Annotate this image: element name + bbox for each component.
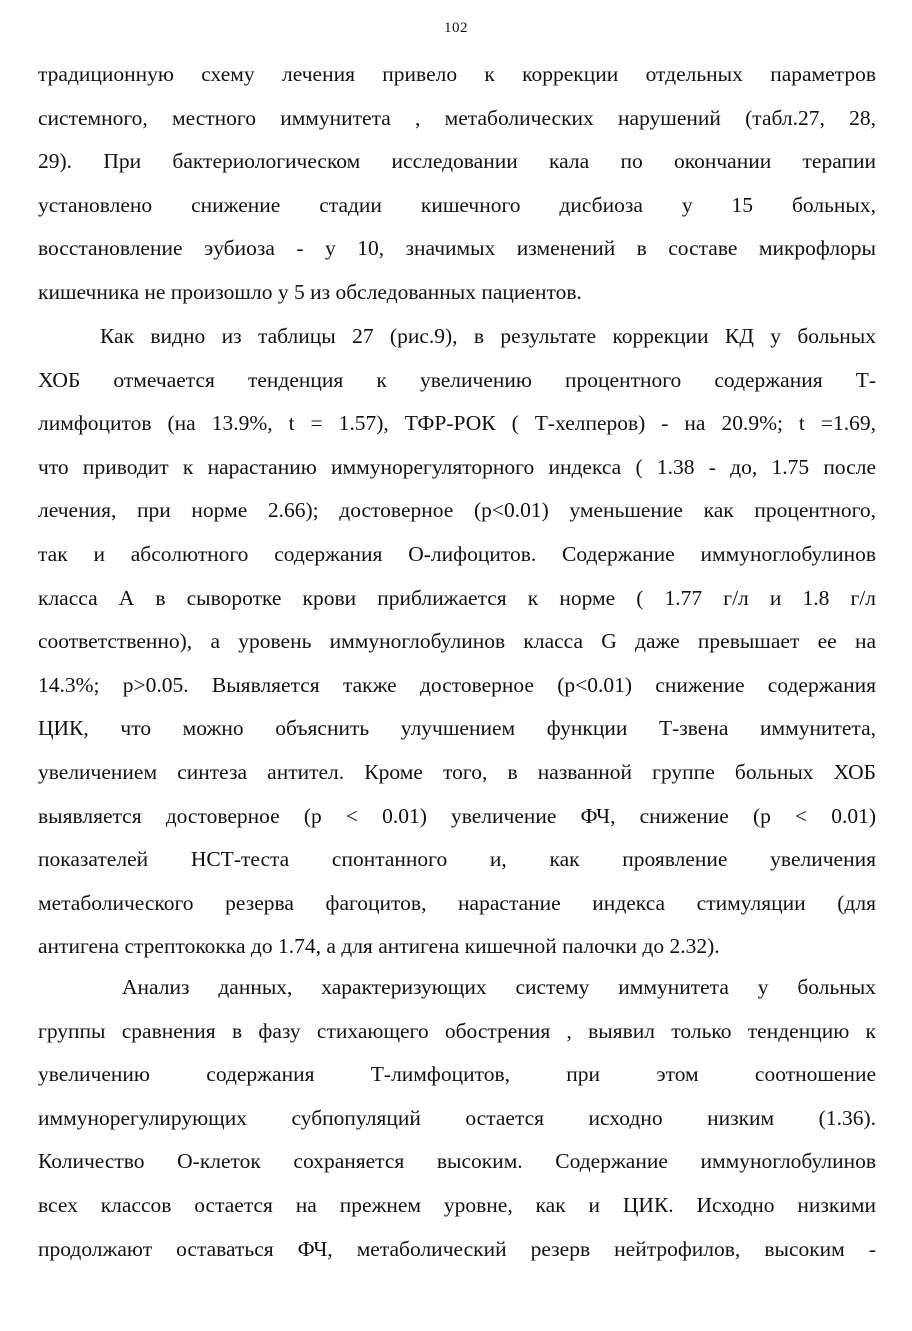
paragraph-3 <box>38 966 876 1271</box>
text-line: антигена стрептококка до 1.74, а для антигена кишечной палочки до 2.32). <box>38 934 720 959</box>
text-line: ЦИК, что можно объяснить улучшением функции Т-звена иммунитета, <box>38 716 876 741</box>
page-number: 102 <box>444 20 468 36</box>
text-line: группы сравнения в фазу стихающего обострения , выявил только тенденцию к <box>38 1018 876 1043</box>
text-line: увеличению содержания Т-лимфоцитов, при этом соотношение <box>38 1062 876 1087</box>
text-line: лимфоцитов (на 13.9%, t = 1.57), ТФР-РОК ( Т-хелперов) - на 20.9%; t =1.69, <box>38 411 876 436</box>
text-line: ХОБ отмечается тенденция к увеличению процентного содержания Т- <box>38 367 876 392</box>
text-line: лечения, при норме 2.66); достоверное (р<0.01) уменьшение как процентного, <box>38 498 876 523</box>
text-line: Количество О-клеток сохраняется высоким. Содержание иммуноглобулинов <box>38 1149 876 1174</box>
paragraph-2 <box>38 315 876 969</box>
text-line: выявляется достоверное (р < 0.01) увеличение ФЧ, снижение (р < 0.01) <box>38 803 876 828</box>
text-line: соответственно), а уровень иммуноглобулинов класса G даже превышает ее на <box>38 629 876 654</box>
text-line: традиционную схему лечения привело к коррекции отдельных параметров <box>38 62 876 86</box>
text-line: 14.3%; р>0.05. Выявляется также достоверное (р<0.01) снижение содержания <box>38 672 876 697</box>
text-line: иммунорегулирующих субпопуляций остается исходно низким (1.36). <box>38 1105 876 1130</box>
text-line: продолжают оставаться ФЧ, метаболический резерв нейтрофилов, высоким - <box>38 1236 876 1261</box>
text-line: установлено снижение стадии кишечного дисбиоза у 15 больных, <box>38 192 876 217</box>
text-line: класса А в сыворотке крови приближается к норме ( 1.77 г/л и 1.8 г/л <box>38 585 876 610</box>
text-line: восстановление эубиоза - у 10, значимых изменений в составе микрофлоры <box>38 236 876 261</box>
text-line: метаболического резерва фагоцитов, нарастание индекса стимуляции (для <box>38 890 876 915</box>
text-line: системного, местного иммунитета , метаболических нарушений (табл.27, 28, <box>38 105 876 130</box>
text-line: увеличением синтеза антител. Кроме того, в названной группе больных ХОБ <box>38 759 876 784</box>
paragraph-1 <box>38 53 876 315</box>
text-line: что приводит к нарастанию иммунорегуляторного индекса ( 1.38 - до, 1.75 после <box>38 454 876 479</box>
text-line: Анализ данных, характеризующих систему иммунитета у больных <box>122 975 876 999</box>
text-line: 29). При бактериологическом исследовании кала по окончании терапии <box>38 149 876 174</box>
text-line: Как видно из таблицы 27 (рис.9), в результате коррекции КД у больных <box>100 324 876 348</box>
text-line: кишечника не произошло у 5 из обследованных пациентов. <box>38 279 582 304</box>
text-line: так и абсолютного содержания О-лифоцитов. Содержание иммуноглобулинов <box>38 541 876 566</box>
text-line: показателей НСТ-теста спонтанного и, как проявление увеличения <box>38 847 876 872</box>
text-line: всех классов остается на прежнем уровне, как и ЦИК. Исходно низкими <box>38 1192 876 1217</box>
